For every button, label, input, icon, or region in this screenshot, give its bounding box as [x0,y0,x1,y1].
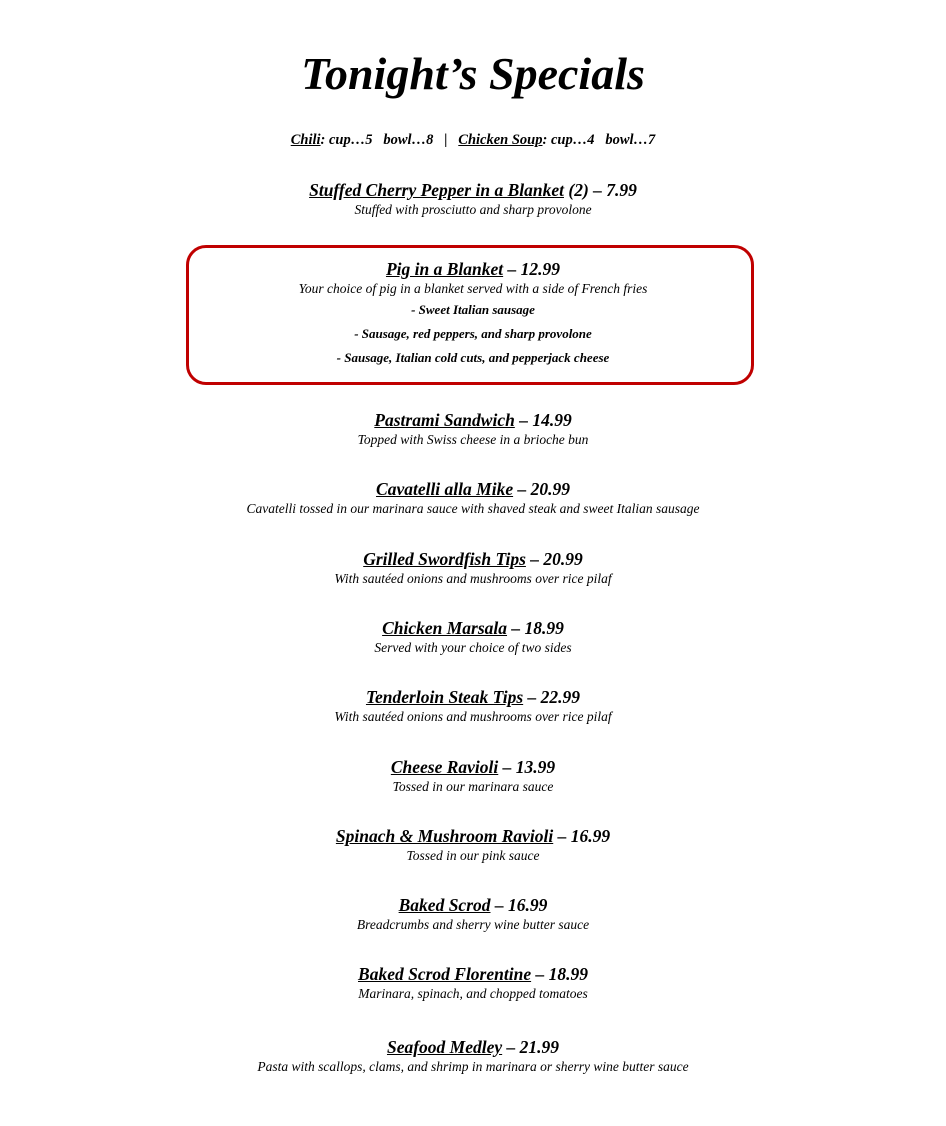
menu-item-price: (2) – 7.99 [564,180,637,200]
menu-item-seafood-medley [0,1036,946,1076]
menu-item-name: Grilled Swordfish Tips [363,549,526,569]
menu-item-name: Baked Scrod Florentine [358,964,532,984]
chili-prices: : cup…5 bowl…8 [320,132,434,148]
menu-item-price: – 20.99 [513,479,570,499]
menu-item-description: Your choice of pig in a blanket served with a side of French fries [298,281,648,296]
menu-item-stuffed-cherry-pepper [0,179,946,219]
menu-item-price: – 16.99 [490,895,548,915]
menu-item-cheese-ravioli [0,756,946,796]
menu-item-heading [0,179,946,201]
menu-item-description: Cavatelli tossed in our marinara sauce with shaved steak and sweet Italian sausage [246,501,700,516]
menu-item-description: Stuffed with prosciutto and sharp provolone [354,202,592,217]
menu-item-grilled-swordfish-tips [0,548,946,588]
menu-item-price: – 22.99 [523,687,581,707]
menu-item-name: Cheese Ravioli [390,757,499,777]
menu-item-price: – 18.99 [507,618,564,638]
menu-item-pig-in-a-blanket [0,258,946,370]
menu-item-name: Pastrami Sandwich [374,410,515,430]
menu-item-description: With sautéed onions and mushrooms over rice pilaf [334,571,612,586]
menu-item-description: Marinara, spinach, and chopped tomatoes [358,986,588,1001]
menu-item-heading [0,617,946,639]
menu-item-option: - Sweet Italian sausage [411,302,535,317]
menu-item-price: – 21.99 [502,1037,560,1057]
menu-item-name: Baked Scrod [398,895,491,915]
menu-item-price: – 14.99 [514,410,572,430]
menu-item-price: – 16.99 [553,826,611,846]
menu-item-heading [0,894,946,916]
menu-item-name: Tenderloin Steak Tips [365,687,524,707]
menu-item-price: – 20.99 [525,549,583,569]
menu-item-price: – 12.99 [503,259,561,279]
menu-item-price: – 13.99 [498,757,556,777]
menu-item-description: Breadcrumbs and sherry wine butter sauce [356,917,590,932]
menu-item-option: - Sausage, red peppers, and sharp provolone [354,326,592,341]
soup-prices-line [0,130,946,150]
menu-item-name: Seafood Medley [386,1037,503,1057]
soup-separator: | [433,132,459,148]
menu-item-pastrami-sandwich [0,409,946,449]
menu-item-heading [0,686,946,708]
menu-item-baked-scrod-florentine [0,963,946,1003]
menu-item-heading [0,756,946,778]
menu-item-heading [0,963,946,985]
menu-item-heading [0,1036,946,1058]
menu-item-heading [0,548,946,570]
menu-item-description: Pasta with scallops, clams, and shrimp in marinara or sherry wine butter sauce [257,1059,689,1074]
menu-item-name: Stuffed Cherry Pepper in a Blanket [309,180,564,200]
menu-item-name: Cavatelli alla Mike [376,479,514,499]
menu-item-chicken-marsala [0,617,946,657]
menu-item-baked-scrod [0,894,946,934]
menu-item-heading [0,409,946,431]
menu-item-description: Tossed in our pink sauce [406,848,540,863]
menu-item-description: With sautéed onions and mushrooms over rice pilaf [334,709,612,724]
menu-item-cavatelli-alla-mike [0,478,946,518]
menu-item-description: Tossed in our marinara sauce [392,779,554,794]
menu-item-heading [0,258,946,280]
menu-item-heading [0,478,946,500]
page-title: Tonight’s Specials [301,48,645,99]
menu-item-spinach-mushroom-ravioli [0,825,946,865]
menu-item-description: Served with your choice of two sides [374,640,572,655]
menu-item-name: Pig in a Blanket [385,259,504,279]
chili-label: Chili [290,132,321,148]
menu-item-option: - Sausage, Italian cold cuts, and pepperjack cheese [336,350,610,365]
menu-item-tenderloin-steak-tips [0,686,946,726]
menu-item-name: Spinach & Mushroom Ravioli [335,826,554,846]
menu-item-name: Chicken Marsala [382,618,508,638]
menu-item-heading [0,825,946,847]
menu-item-price: – 18.99 [531,964,588,984]
chicken-soup-prices: : cup…4 bowl…7 [542,132,656,148]
chicken-soup-label: Chicken Soup [458,132,543,148]
menu-item-description: Topped with Swiss cheese in a brioche bun [357,432,589,447]
